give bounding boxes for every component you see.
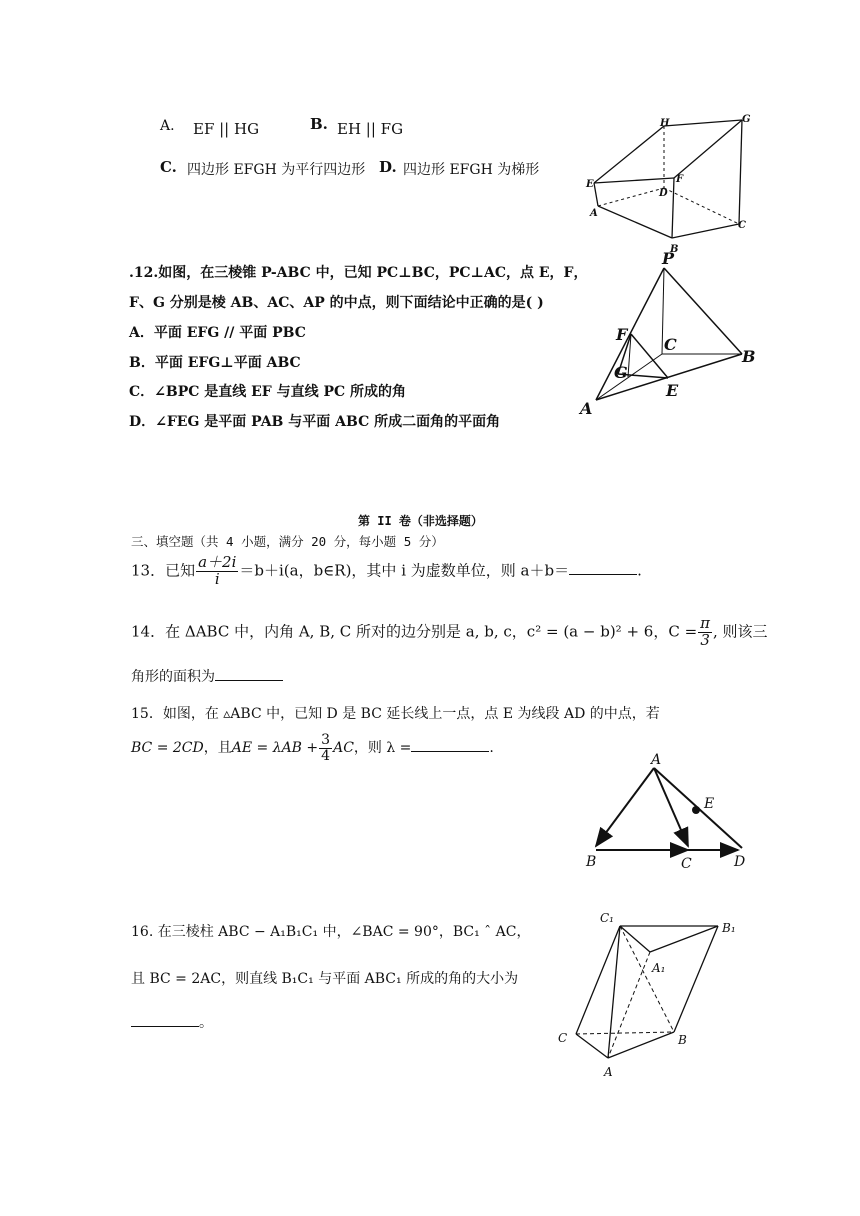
q15-fraction <box>319 733 332 763</box>
q15-eq2-right: AC <box>333 740 354 757</box>
q11-label-h: H <box>660 118 670 129</box>
q13-frac-den: i <box>214 569 220 588</box>
q14-frac-num: π <box>700 614 711 632</box>
q16-line3 <box>131 1012 213 1032</box>
q15-vector-figure <box>578 750 758 874</box>
q11-option-c-label: C. <box>160 158 177 176</box>
q12-tetrahedron-figure <box>576 250 760 420</box>
q11-label-b: B <box>670 244 679 255</box>
q15-point-e <box>692 806 700 814</box>
q11-option-a-label: A. <box>160 118 175 134</box>
q15-line1: 15．如图，在 ▵ABC 中，已知 D 是 BC 延长线上一点，点 E 为线段 AD 的中点，若 <box>131 706 660 722</box>
q14-frac-den: 3 <box>700 630 710 649</box>
q12-label-e: E <box>666 381 679 400</box>
q14-text-b: , 则该三 <box>713 622 768 641</box>
q16-answer-blank[interactable] <box>131 1012 199 1027</box>
q11-prism-figure <box>584 108 760 256</box>
q15-label-b: B <box>586 854 597 870</box>
q11-option-c-text: 四边形 EFGH 为平行四边形 <box>187 162 366 178</box>
q15-label-a: A <box>651 752 662 768</box>
q12-stem-line1: .12.如图，在三棱锥 P-ABC 中，已知 PC⊥BC，PC⊥AC，点 E，F， <box>129 265 588 281</box>
q11-option-d-label: D. <box>379 158 397 176</box>
q16-label-b: B <box>678 1033 687 1047</box>
q12-option-d: D．∠FEG 是平面 PAB 与平面 ABC 所成二面角的平面角 <box>129 414 501 430</box>
q11-option-a-text: EF || HG <box>193 120 260 138</box>
q13-prefix: 13．已知 <box>131 561 196 580</box>
q14-line2-text: 角形的面积为 <box>131 669 215 685</box>
q15-label-e: E <box>704 796 715 812</box>
q12-label-p: P <box>662 250 675 268</box>
q16-label-b1: B₁ <box>722 921 736 935</box>
q16-label-c1: C₁ <box>600 911 614 925</box>
q11-label-f: F <box>676 174 684 185</box>
q15-frac-num: 3 <box>321 732 331 748</box>
q12-label-g: G <box>614 363 628 382</box>
q16-line1: 16. 在三棱柱 ABC − A₁B₁C₁ 中，∠BAC = 90°，BC₁ ˆ AC， <box>131 924 531 940</box>
q12-option-b: B．平面 EFG⊥平面 ABC <box>129 355 301 371</box>
q12-label-b: B <box>742 347 756 366</box>
q15-eq1: BC = 2CD <box>131 740 204 757</box>
q11-option-b-text: EH || FG <box>337 120 404 138</box>
q14-line1 <box>131 616 768 649</box>
q15-line2 <box>131 733 494 763</box>
q16-label-a1: A₁ <box>652 961 666 975</box>
q11-option-d-text: 四边形 EFGH 为梯形 <box>403 162 540 178</box>
q13 <box>131 555 642 588</box>
q15-eq2-left: AE = λAB + <box>231 740 319 757</box>
q12-option-a: A．平面 EFG // 平面 PBC <box>129 325 306 341</box>
q14-fraction <box>698 616 712 649</box>
q11-label-d: D <box>659 188 668 199</box>
q11-label-g: G <box>742 114 751 125</box>
section-title: 第 II 卷（非选择题） <box>358 514 483 528</box>
q11-option-b-label: B. <box>310 115 328 133</box>
q13-fraction <box>196 555 238 588</box>
q15-tail: ，则 λ = <box>353 740 412 757</box>
q11-label-c: C <box>738 220 746 231</box>
q16-label-a: A <box>604 1065 613 1079</box>
q12-option-c: C．∠BPC 是直线 EF 与直线 PC 所成的角 <box>129 384 407 400</box>
q12-label-c: C <box>664 335 677 354</box>
fill-in-heading: 三、填空题（共 4 小题，满分 20 分，每小题 5 分） <box>131 534 444 549</box>
q16-label-c: C <box>558 1031 568 1045</box>
q13-frac-num: a＋2i <box>198 553 237 571</box>
q15-label-d: D <box>734 854 746 870</box>
q16-prism-figure <box>552 906 760 1082</box>
q15-label-c: C <box>681 856 692 872</box>
q13-middle: ＝b＋i(a，b∈R)，其中 i 为虚数单位，则 a＋b＝ <box>239 561 570 580</box>
q16-line3-end: 。 <box>199 1015 213 1031</box>
q14-text-a: 14．在 ΔABC 中，内角 A, B, C 所对的边分别是 a, b, c，c² = (a − b)² + 6，C = <box>131 622 698 641</box>
q13-suffix: . <box>637 561 642 580</box>
q12-stem-line2: F、G 分别是棱 AB、AC、AP 的中点，则下面结论中正确的是( ) <box>129 295 544 311</box>
q15-answer-blank[interactable] <box>411 737 489 752</box>
q12-label-f: F <box>616 325 628 344</box>
q12-label-a: A <box>580 399 593 418</box>
q11-label-a: A <box>590 208 598 219</box>
q11-label-e: E <box>586 179 594 190</box>
q15-frac-den: 4 <box>321 747 331 764</box>
q15-end: . <box>489 740 494 757</box>
q15-mid: ，且 <box>203 740 232 757</box>
q13-answer-blank[interactable] <box>569 560 637 575</box>
q14-answer-blank[interactable] <box>215 666 283 681</box>
q14-line2 <box>131 666 283 686</box>
q16-line2: 且 BC = 2AC，则直线 B₁C₁ 与平面 ABC₁ 所成的角的大小为 <box>131 971 519 987</box>
